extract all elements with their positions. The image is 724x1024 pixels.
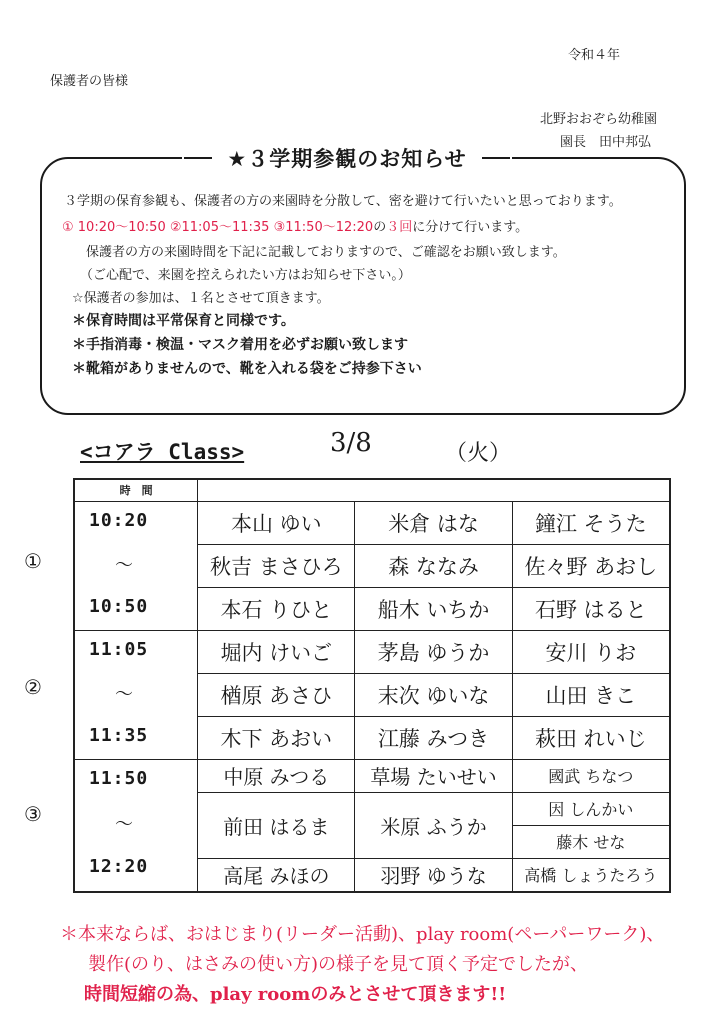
class-heading: <コアラ Class> bbox=[80, 440, 245, 464]
child-name: 茅島 ゆうか bbox=[355, 630, 512, 673]
group-number: ① bbox=[24, 549, 42, 573]
session-1: ① 10:20〜10:50 bbox=[62, 220, 166, 235]
child-name: 米原 ふうか bbox=[355, 792, 512, 858]
time-cell bbox=[74, 759, 198, 892]
notice-title bbox=[182, 140, 512, 176]
sessions-suffix: の bbox=[373, 220, 387, 235]
child-name: 安川 りお bbox=[512, 630, 670, 673]
child-name: 佐々野 あおし bbox=[512, 544, 670, 587]
date-label: 令和４年 bbox=[568, 48, 621, 63]
child-name: 米倉 はな bbox=[355, 501, 512, 544]
child-name: 萩田 れいじ bbox=[512, 716, 670, 759]
time-tilde: 〜 bbox=[115, 813, 134, 835]
red-note-line: 時間短縮の為、play roomのみとさせて頂きます!! bbox=[84, 984, 507, 1005]
time-end: 12:20 bbox=[89, 855, 149, 877]
child-name: 草場 たいせい bbox=[355, 759, 512, 792]
schedule-table bbox=[73, 478, 671, 893]
child-name: 中原 みつる bbox=[198, 759, 355, 792]
time-cell bbox=[74, 501, 198, 630]
sessions-suffix: に分けて行います。 bbox=[412, 220, 529, 235]
child-name: 木下 あおい bbox=[198, 716, 355, 759]
child-name: 江藤 みつき bbox=[355, 716, 512, 759]
date-handwritten: 3/8 bbox=[330, 428, 372, 458]
child-name: 鐘江 そうた bbox=[512, 501, 670, 544]
notice-title-text: ★３学期参観のお知らせ bbox=[227, 147, 467, 171]
school-name: 北野おおぞら幼稚園 bbox=[540, 112, 658, 127]
child-name: 高尾 みほの bbox=[198, 858, 355, 892]
notice-line: ＊靴箱がありませんので、靴を入れる袋をご持参下さい bbox=[72, 361, 422, 377]
session-3: ③11:50〜12:20 bbox=[273, 220, 374, 235]
table-row bbox=[74, 759, 670, 792]
addressee: 保護者の皆様 bbox=[50, 74, 129, 89]
time-cell bbox=[74, 630, 198, 759]
notice-line: ３学期の保育参観も、保護者の方の来園時を分散して、密を避けて行いたいと思っております。 bbox=[64, 194, 622, 209]
child-name: 末次 ゆいな bbox=[355, 673, 512, 716]
time-tilde: 〜 bbox=[115, 683, 134, 705]
notice-line: 保護者の方の来園時間を下記に記載しておりますので、ご確認をお願い致します。 bbox=[86, 245, 566, 260]
child-name: 國武 ちなつ bbox=[512, 759, 670, 792]
table-row bbox=[74, 630, 670, 673]
notice-line: ＊手指消毒・検温・マスク着用を必ずお願い致します bbox=[72, 337, 408, 353]
time-start: 11:05 bbox=[89, 638, 149, 660]
time-start: 11:50 bbox=[89, 767, 149, 789]
child-name: 本石 りひと bbox=[198, 587, 355, 630]
time-start: 10:20 bbox=[89, 509, 149, 531]
notice-sessions bbox=[62, 216, 528, 235]
weekday-handwritten: （火） bbox=[445, 441, 512, 466]
red-note-line: 製作(のり、はさみの使い方)の様子を見て頂く予定でしたが、 bbox=[88, 954, 589, 975]
time-end: 10:50 bbox=[89, 595, 149, 617]
sessions-count: ３回 bbox=[386, 220, 413, 235]
principal-name: 園長 田中邦弘 bbox=[560, 135, 652, 150]
red-note-line: ＊本来ならば、おはじまり(リーダー活動)、play room(ペーパーワーク)、 bbox=[60, 924, 665, 945]
child-name: 石野 はると bbox=[512, 587, 670, 630]
table-row bbox=[74, 501, 670, 544]
child-name: 森 ななみ bbox=[355, 544, 512, 587]
time-end: 11:35 bbox=[89, 724, 149, 746]
child-name: 高橋 しょうたろう bbox=[512, 858, 670, 892]
child-name: 本山 ゆい bbox=[198, 501, 355, 544]
child-name: 船木 いちか bbox=[355, 587, 512, 630]
time-tilde: 〜 bbox=[115, 554, 134, 576]
notice-line: ☆保護者の参加は、１名とさせて頂きます。 bbox=[72, 291, 330, 306]
child-name: 秋吉 まさひろ bbox=[198, 544, 355, 587]
child-name: 山田 きこ bbox=[512, 673, 670, 716]
notice-line: （ご心配で、来園を控えられたい方はお知らせ下さい。） bbox=[80, 268, 411, 283]
child-name: 堀内 けいご bbox=[198, 630, 355, 673]
group-number: ② bbox=[24, 675, 42, 699]
child-name: 前田 はるま bbox=[198, 792, 355, 858]
child-name: 楢原 あさひ bbox=[198, 673, 355, 716]
time-header: 時 間 bbox=[74, 479, 198, 501]
child-name: 因 しんかい bbox=[512, 792, 670, 825]
session-2: ②11:05〜11:35 bbox=[169, 220, 270, 235]
group-number: ③ bbox=[24, 802, 42, 826]
child-name: 藤木 せな bbox=[512, 825, 670, 858]
child-name: 羽野 ゆうな bbox=[355, 858, 512, 892]
names-header bbox=[198, 479, 670, 501]
notice-line: ＊保育時間は平常保育と同様です。 bbox=[72, 313, 295, 329]
